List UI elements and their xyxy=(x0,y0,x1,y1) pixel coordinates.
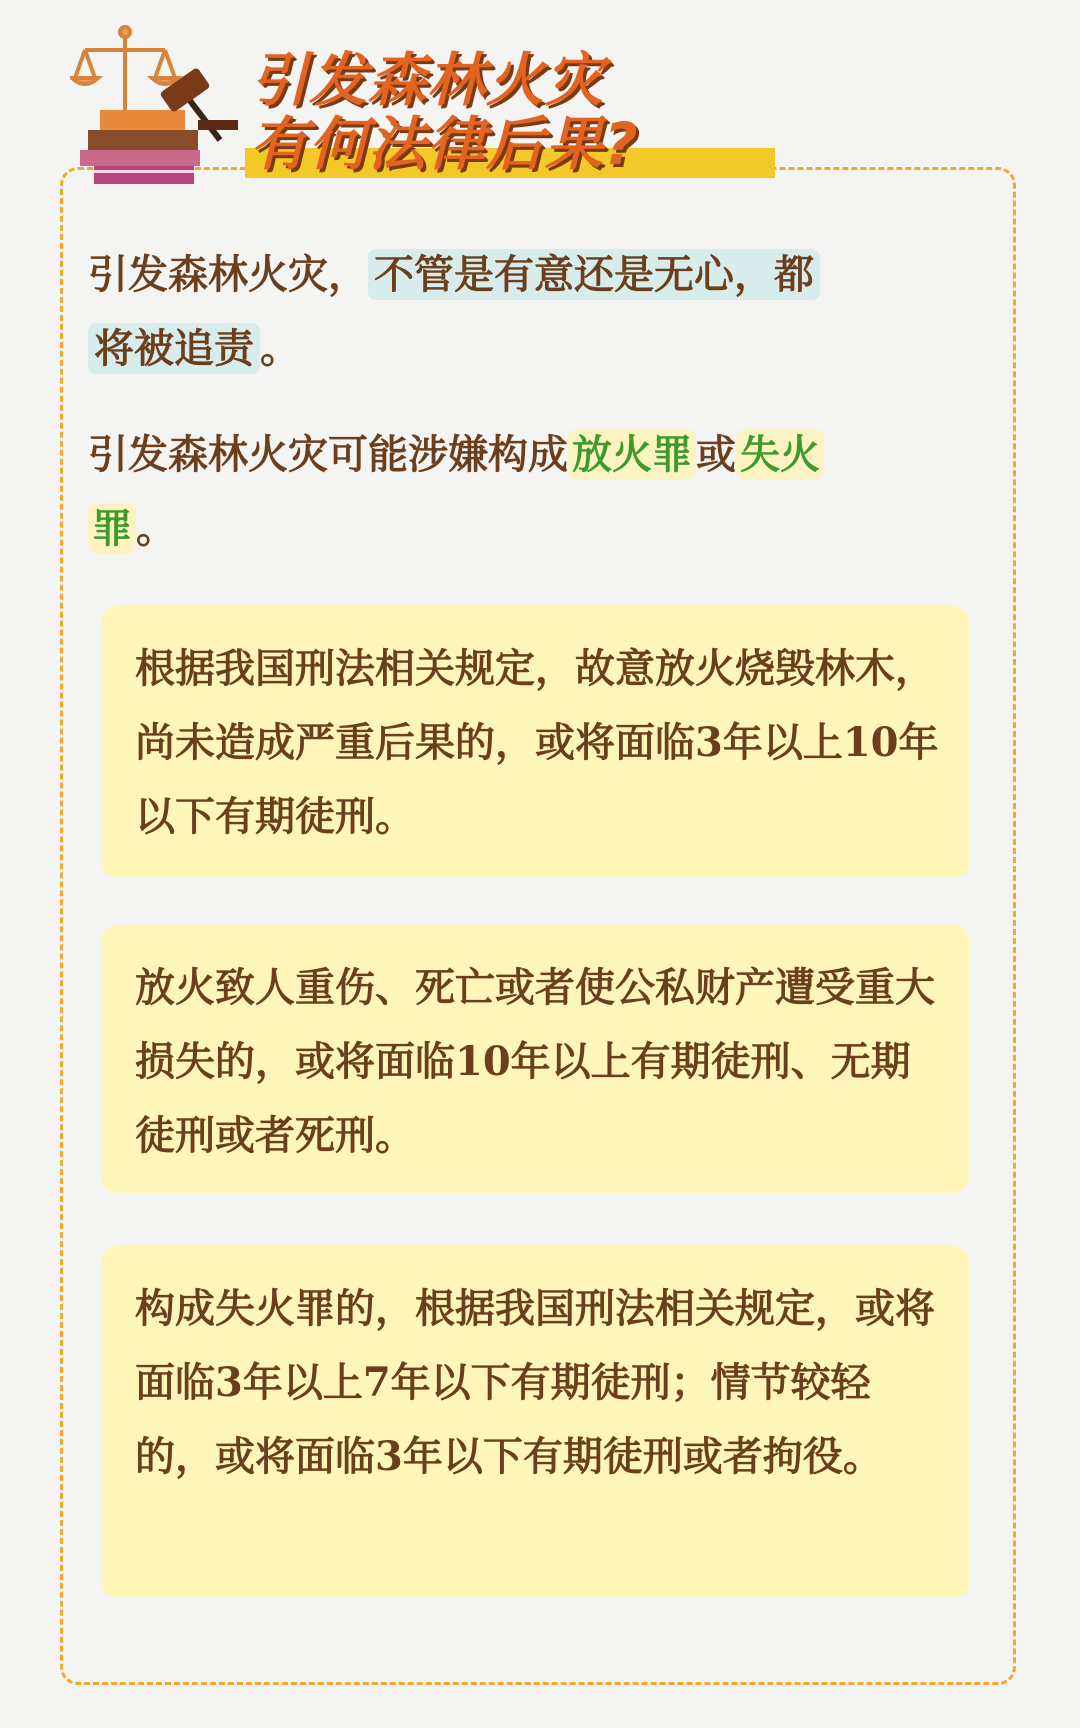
title-line-1: 引发森林火灾 xyxy=(250,46,605,114)
page-title xyxy=(250,48,639,176)
crime-intro-text: 引发森林火灾可能涉嫌构成 xyxy=(88,431,568,478)
intro-paragraph-2 xyxy=(88,418,988,566)
title-line-2: 有何法律后果? xyxy=(250,110,639,178)
crime-period: 。 xyxy=(136,505,176,552)
penalty-text-3: 构成失火罪的，根据我国刑法相关规定，或将面临3年以上7年以下有期徒刑；情节较轻的，或将面临3年以下有期徒刑或者拘役。 xyxy=(135,1285,935,1480)
law-illustration xyxy=(70,20,250,190)
crime-negligent-fire: 失火 xyxy=(736,429,824,480)
highlight-accountable: 将被追责 xyxy=(88,323,260,374)
highlight-intent: 不管是有意还是无心，都 xyxy=(368,249,820,300)
crime-negligent-fire-end: 罪 xyxy=(88,503,136,554)
penalty-box-1 xyxy=(101,606,969,878)
penalty-box-2 xyxy=(101,925,969,1193)
header xyxy=(70,20,710,190)
intro-text: 引发森林火灾， xyxy=(88,251,368,298)
crime-arson: 放火罪 xyxy=(568,429,696,480)
penalty-text-1: 根据我国刑法相关规定，故意放火烧毁林木，尚未造成严重后果的，或将面临3年以上10年以下有期徒刑。 xyxy=(135,645,939,840)
intro-period: 。 xyxy=(260,325,300,372)
book-stack-icon xyxy=(80,110,200,184)
intro-paragraph-1 xyxy=(88,238,988,386)
penalty-text-2: 放火致人重伤、死亡或者使公私财产遭受重大损失的，或将面临10年以上有期徒刑、无期徒刑或者死刑。 xyxy=(135,964,935,1159)
penalty-box-3 xyxy=(101,1246,969,1598)
crime-or: 或 xyxy=(696,431,736,478)
